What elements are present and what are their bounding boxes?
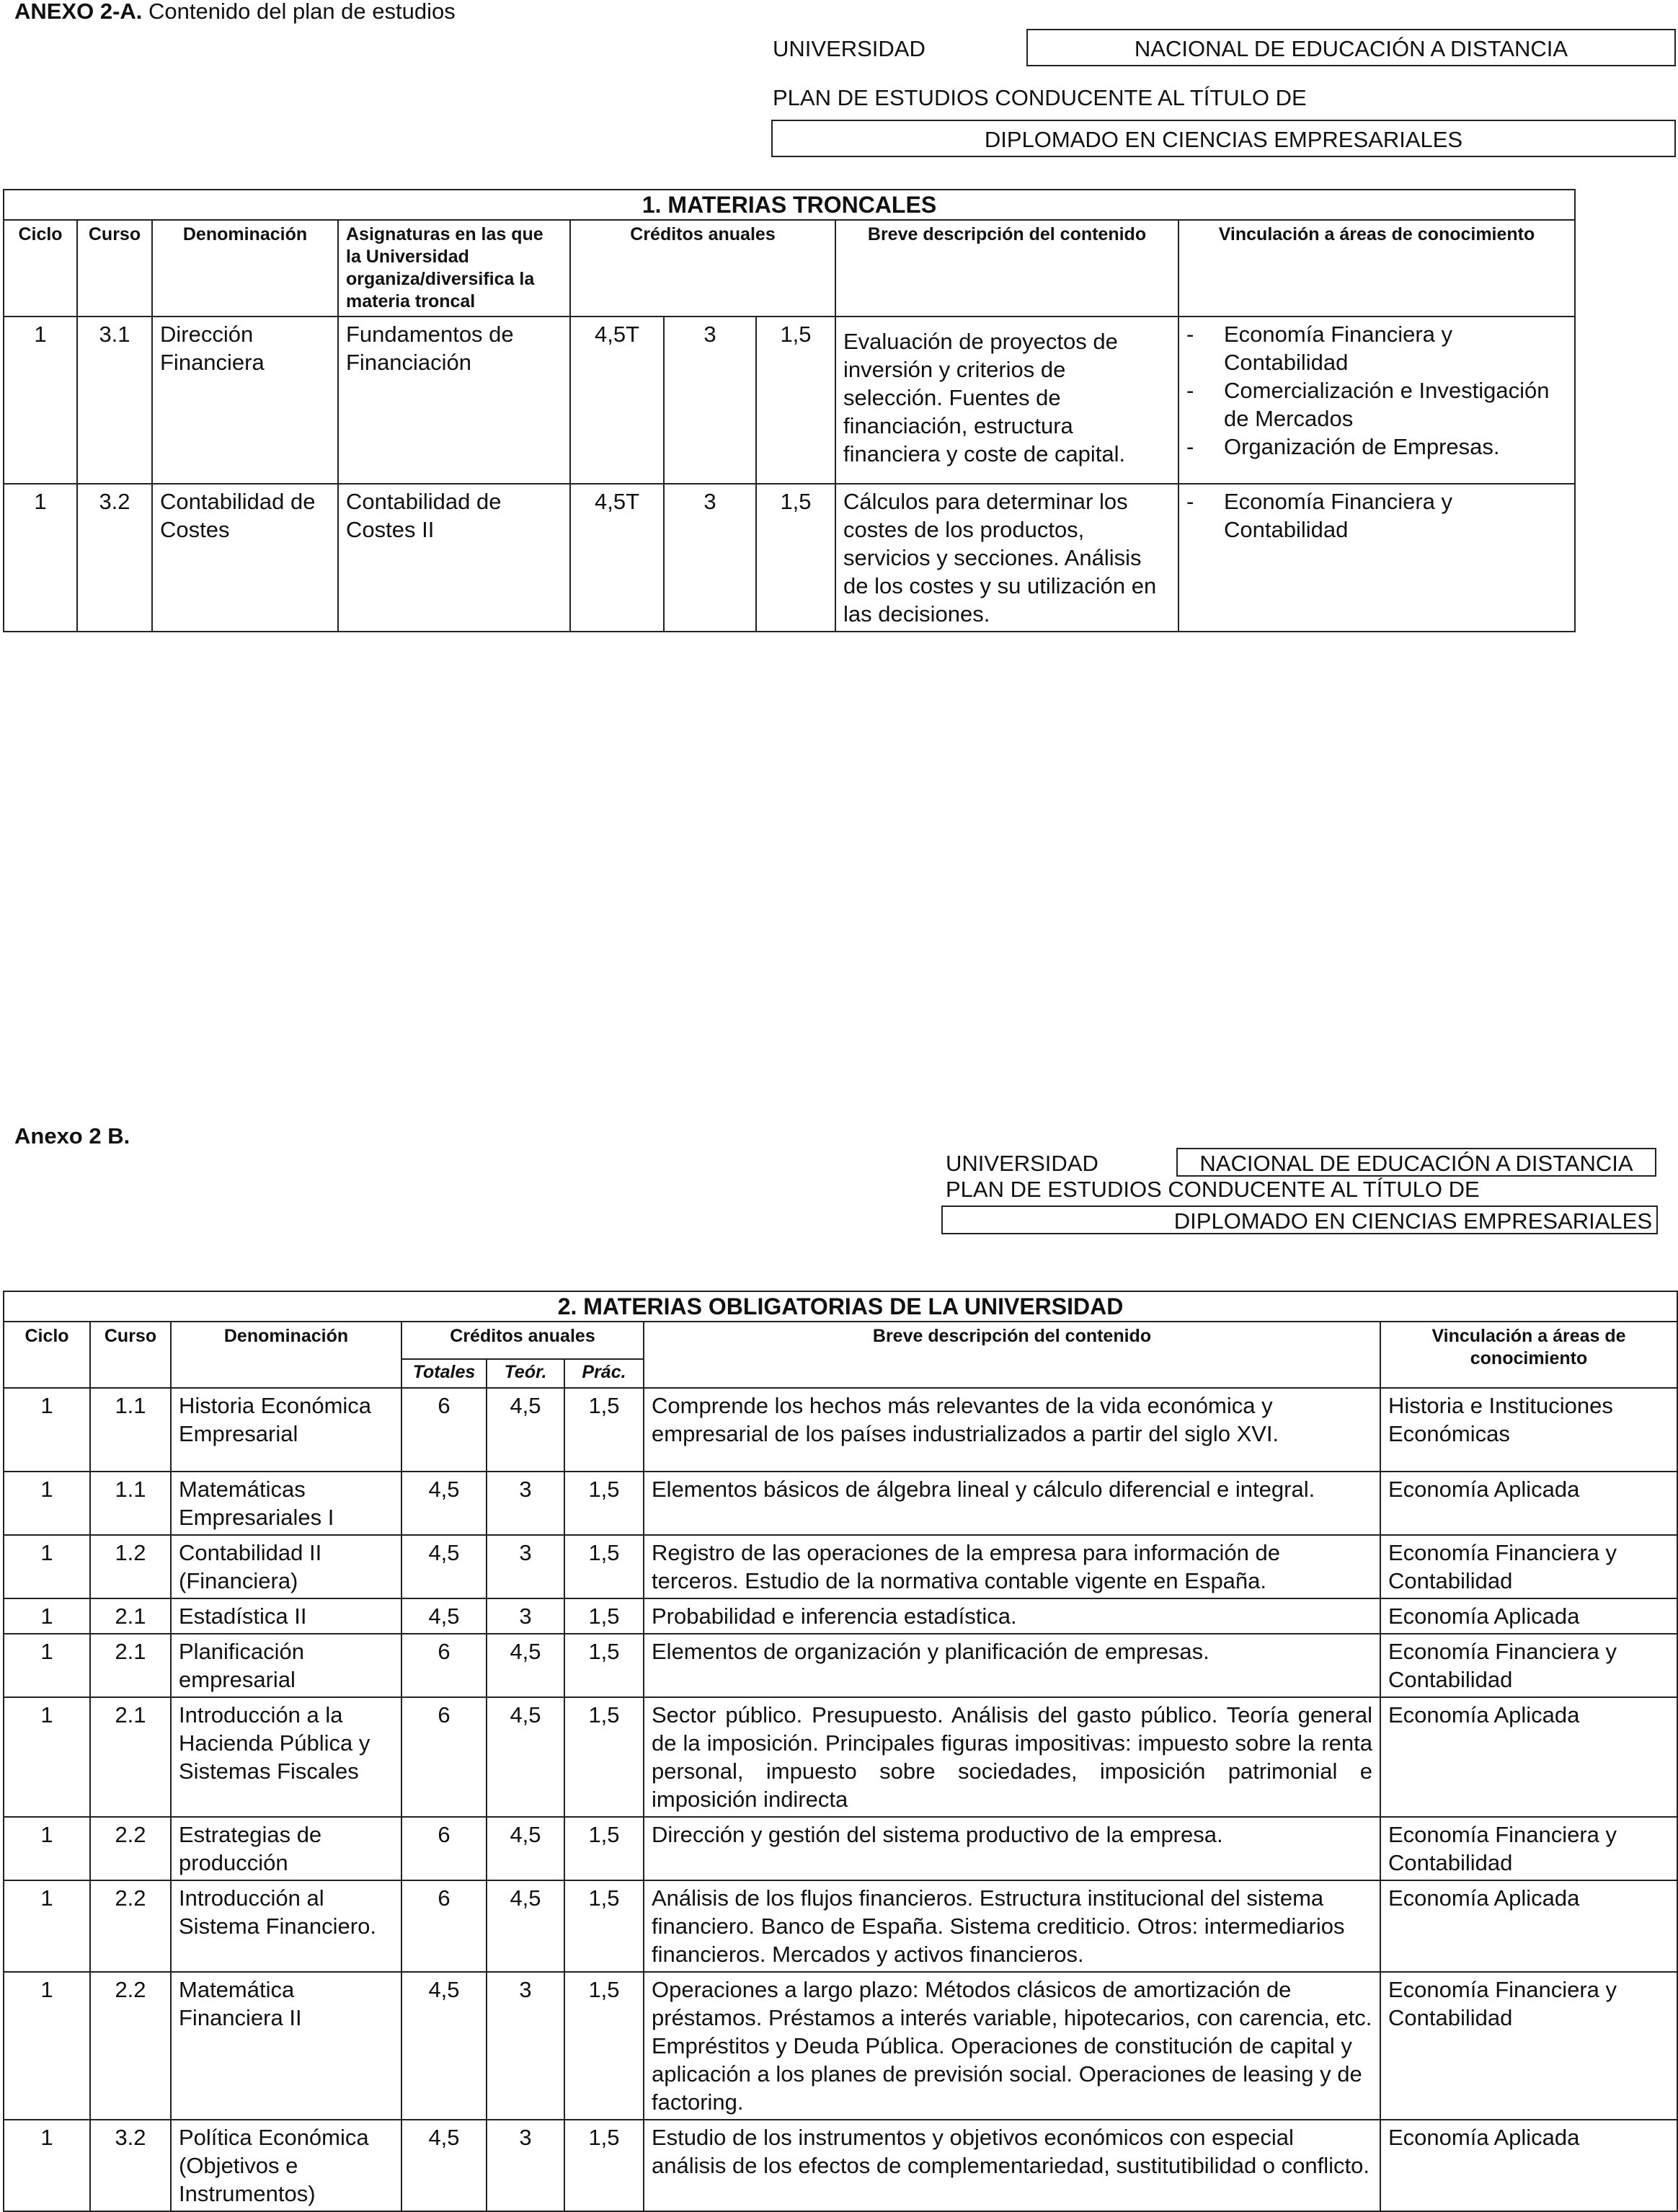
table-row: [4, 1388, 1677, 1472]
cell-curso: 2.2: [90, 1972, 171, 2120]
table-b-body: [4, 1388, 1677, 2211]
cell-vinculacion: Economía Financiera y Contabilidad: [1380, 1817, 1677, 1880]
cell-vinculacion: Economía Aplicada: [1380, 1697, 1677, 1817]
cell-totales: 4,5T: [570, 484, 664, 632]
cell-descripcion: Dirección y gestión del sistema productivo de la empresa.: [644, 1817, 1380, 1880]
cell-practicos: 1,5: [564, 1598, 644, 1634]
cell-vinculacion: Economía Financiera y Contabilidad: [1380, 1972, 1677, 2120]
cell-ciclo: 1: [4, 1388, 90, 1472]
cell-ciclo: 1: [4, 1634, 90, 1697]
cell-descripcion: Sector público. Presupuesto. Análisis del gasto público. Teoría general de la imposición. Principales figuras impositivas: impuesto sobre la renta personal, impuesto sobre sociedades, imposición patrimonial e imposición indirecta: [644, 1697, 1380, 1817]
cell-ciclo: 1: [4, 1972, 90, 2120]
table-a-header-creditos: Créditos anuales: [570, 220, 835, 317]
annex-b-universidad-label: UNIVERSIDAD: [946, 1151, 1098, 1176]
cell-denominacion: Dirección Financiera: [152, 317, 338, 484]
cell-totales: 6: [401, 1634, 487, 1697]
cell-vinculacion: Economía Aplicada: [1380, 1880, 1677, 1972]
table-a-header-ciclo: Ciclo: [4, 220, 77, 317]
cell-totales: 4,5: [401, 2120, 487, 2211]
cell-denominacion: Planificación empresarial: [171, 1634, 401, 1697]
cell-ciclo: 1: [4, 1535, 90, 1598]
cell-practicos: 1,5: [564, 1697, 644, 1817]
cell-vinculacion: Economía Aplicada: [1380, 1472, 1677, 1535]
cell-curso: 3.1: [77, 317, 152, 484]
cell-teoricos: 3: [487, 1598, 564, 1634]
cell-denominacion: Matemática Financiera II: [171, 1972, 401, 2120]
cell-denominacion: Historia Económica Empresarial: [171, 1388, 401, 1472]
table-b-header-descripcion: Breve descripción del contenido: [644, 1322, 1380, 1388]
table-b-header-teoricos: Teór.: [487, 1359, 564, 1388]
area-item: - Comercialización e Investigación de Mercados: [1186, 376, 1567, 433]
cell-curso: 3.2: [77, 484, 152, 632]
cell-descripcion: Comprende los hechos más relevantes de la vida económica y empresarial de los países industrializados a partir del siglo XVI.: [644, 1388, 1380, 1472]
cell-practicos: 1,5: [564, 1634, 644, 1697]
cell-totales: 4,5: [401, 1598, 487, 1634]
cell-teoricos: 3: [487, 1972, 564, 2120]
cell-ciclo: 1: [4, 2120, 90, 2211]
cell-denominacion: Introducción al Sistema Financiero.: [171, 1880, 401, 1972]
cell-curso: 2.1: [90, 1697, 171, 1817]
cell-curso: 2.1: [90, 1634, 171, 1697]
cell-denominacion: Contabilidad II (Financiera): [171, 1535, 401, 1598]
cell-ciclo: 1: [4, 1817, 90, 1880]
table-a-header-descripcion: Breve descripción del contenido: [835, 220, 1178, 317]
cell-vinculacion: [1178, 484, 1575, 632]
cell-practicos: 1,5: [564, 1817, 644, 1880]
cell-vinculacion: [1178, 317, 1575, 484]
cell-ciclo: 1: [4, 1880, 90, 1972]
cell-practicos: 1,5: [756, 484, 835, 632]
cell-practicos: 1,5: [564, 1972, 644, 2120]
table-row: [4, 1880, 1677, 1972]
annex-a-universidad-value: NACIONAL DE EDUCACIÓN A DISTANCIA: [1026, 29, 1676, 66]
area-item: - Economía Financiera y Contabilidad: [1186, 487, 1567, 544]
cell-teoricos: 4,5: [487, 1388, 564, 1472]
cell-curso: 1.1: [90, 1388, 171, 1472]
cell-ciclo: 1: [4, 1472, 90, 1535]
annex-a-plan-label: PLAN DE ESTUDIOS CONDUCENTE AL TÍTULO DE: [773, 85, 1307, 110]
table-row: [4, 1972, 1677, 2120]
cell-vinculacion: Economía Aplicada: [1380, 1598, 1677, 1634]
area-item: - Organización de Empresas.: [1186, 433, 1567, 461]
annex-b-label-text: Anexo 2 B.: [14, 1123, 130, 1149]
cell-denominacion: Estadística II: [171, 1598, 401, 1634]
annex-b-universidad-value: NACIONAL DE EDUCACIÓN A DISTANCIA: [1176, 1148, 1656, 1177]
cell-denominacion: Estrategias de producción: [171, 1817, 401, 1880]
table-row: [4, 1535, 1677, 1598]
cell-teoricos: 3: [487, 2120, 564, 2211]
table-row: [4, 2120, 1677, 2211]
cell-asignatura: Contabilidad de Costes II: [338, 484, 570, 632]
annex-a-label: [14, 0, 456, 25]
table-a-header-vinculacion: Vinculación a áreas de conocimiento: [1178, 220, 1575, 317]
cell-totales: 6: [401, 1880, 487, 1972]
cell-practicos: 1,5: [756, 317, 835, 484]
table-row: [4, 1472, 1677, 1535]
cell-teoricos: 3: [664, 484, 756, 632]
cell-practicos: 1,5: [564, 1472, 644, 1535]
cell-curso: 2.2: [90, 1817, 171, 1880]
table-a-header-curso: Curso: [77, 220, 152, 317]
cell-descripcion: Análisis de los flujos financieros. Estructura institucional del sistema financiero. Banco de España. Sistema crediticio. Otros: intermediarios financieros. Mercados y activos financieros.: [644, 1880, 1380, 1972]
cell-practicos: 1,5: [564, 1388, 644, 1472]
table-b-header-practicos: Prác.: [564, 1359, 644, 1388]
cell-totales: 4,5: [401, 1472, 487, 1535]
cell-ciclo: 1: [4, 317, 77, 484]
cell-asignatura: Fundamentos de Financiación: [338, 317, 570, 484]
cell-totales: 4,5: [401, 1972, 487, 2120]
cell-totales: 4,5T: [570, 317, 664, 484]
cell-practicos: 1,5: [564, 1535, 644, 1598]
cell-descripcion: Registro de las operaciones de la empresa para información de terceros. Estudio de la normativa contable vigente en España.: [644, 1535, 1380, 1598]
cell-teoricos: 4,5: [487, 1697, 564, 1817]
cell-descripcion: Estudio de los instrumentos y objetivos económicos con especial análisis de los efectos de complementariedad, sustitutibilidad o conflicto.: [644, 2120, 1380, 2211]
annex-b-plan-label: PLAN DE ESTUDIOS CONDUCENTE AL TÍTULO DE: [946, 1177, 1480, 1202]
table-materias-obligatorias: [3, 1291, 1678, 2212]
cell-vinculacion: Economía Aplicada: [1380, 2120, 1677, 2211]
table-row: [4, 1598, 1677, 1634]
cell-descripcion: Elementos básicos de álgebra lineal y cálculo diferencial e integral.: [644, 1472, 1380, 1535]
cell-ciclo: 1: [4, 484, 77, 632]
cell-totales: 4,5: [401, 1535, 487, 1598]
cell-totales: 6: [401, 1817, 487, 1880]
annex-b-titulo-value: DIPLOMADO EN CIENCIAS EMPRESARIALES: [941, 1205, 1658, 1234]
cell-descripcion: Elementos de organización y planificación de empresas.: [644, 1634, 1380, 1697]
cell-vinculacion: Economía Financiera y Contabilidad: [1380, 1634, 1677, 1697]
annex-a-label-bold: ANEXO 2-A.: [14, 0, 143, 24]
cell-totales: 6: [401, 1388, 487, 1472]
table-a-header-asignaturas: Asignaturas en las que la Universidad organiza/diversifica la materia troncal: [338, 220, 570, 317]
cell-vinculacion: Historia e Instituciones Económicas: [1380, 1388, 1677, 1472]
cell-curso: 3.2: [90, 2120, 171, 2211]
cell-denominacion: Contabilidad de Costes: [152, 484, 338, 632]
annex-a-label-rest: Contenido del plan de estudios: [142, 0, 456, 24]
table-row: [4, 1697, 1677, 1817]
table-row: [4, 1634, 1677, 1697]
cell-descripcion: Probabilidad e inferencia estadística.: [644, 1598, 1380, 1634]
cell-teoricos: 3: [487, 1472, 564, 1535]
cell-teoricos: 4,5: [487, 1880, 564, 1972]
table-b-header-creditos: Créditos anuales: [401, 1322, 644, 1359]
cell-practicos: 1,5: [564, 1880, 644, 1972]
table-b-header-totales: Totales: [401, 1359, 487, 1388]
cell-descripcion: Evaluación de proyectos de inversión y criterios de selección. Fuentes de financiación, estructura financiera y coste de capital.: [835, 317, 1178, 484]
table-b-header-denominacion: Denominación: [171, 1322, 401, 1388]
table-b-header-curso: Curso: [90, 1322, 171, 1388]
areas-list: [1186, 487, 1567, 544]
table-row: [4, 317, 1575, 484]
table-b-header-ciclo: Ciclo: [4, 1322, 90, 1388]
cell-teoricos: 4,5: [487, 1634, 564, 1697]
cell-teoricos: 4,5: [487, 1817, 564, 1880]
table-a-header-denominacion: Denominación: [152, 220, 338, 317]
cell-practicos: 1,5: [564, 2120, 644, 2211]
cell-descripcion: Operaciones a largo plazo: Métodos clásicos de amortización de préstamos. Préstamos a interés variable, hipotecarios, con carencia, etc. Empréstitos y Deuda Pública. Operaciones de constitución de capital y aplicación a los planes de previsión social. Operaciones de leasing y de factoring.: [644, 1972, 1380, 2120]
cell-teoricos: 3: [664, 317, 756, 484]
annex-a-universidad-label: UNIVERSIDAD: [773, 36, 925, 61]
cell-curso: 2.2: [90, 1880, 171, 1972]
table-a-title: 1. MATERIAS TRONCALES: [4, 190, 1575, 220]
cell-denominacion: Matemáticas Empresariales I: [171, 1472, 401, 1535]
cell-ciclo: 1: [4, 1598, 90, 1634]
area-item: - Economía Financiera y Contabilidad: [1186, 320, 1567, 376]
cell-descripcion: Cálculos para determinar los costes de los productos, servicios y secciones. Análisis de los costes y su utilización en las decisiones.: [835, 484, 1178, 632]
cell-denominacion: Política Económica (Objetivos e Instrumentos): [171, 2120, 401, 2211]
annex-b-label: [14, 1122, 130, 1150]
cell-vinculacion: Economía Financiera y Contabilidad: [1380, 1535, 1677, 1598]
table-materias-troncales: [3, 189, 1576, 632]
table-b-title: 2. MATERIAS OBLIGATORIAS DE LA UNIVERSIDAD: [4, 1291, 1677, 1322]
table-row: [4, 1817, 1677, 1880]
cell-ciclo: 1: [4, 1697, 90, 1817]
annex-a-titulo-value: DIPLOMADO EN CIENCIAS EMPRESARIALES: [771, 120, 1676, 157]
areas-list: [1186, 320, 1567, 461]
cell-curso: 1.1: [90, 1472, 171, 1535]
cell-totales: 6: [401, 1697, 487, 1817]
cell-curso: 1.2: [90, 1535, 171, 1598]
cell-teoricos: 3: [487, 1535, 564, 1598]
table-b-header-vinculacion: Vinculación a áreas de conocimiento: [1380, 1322, 1677, 1388]
table-row: [4, 484, 1575, 632]
cell-denominacion: Introducción a la Hacienda Pública y Sistemas Fiscales: [171, 1697, 401, 1817]
cell-curso: 2.1: [90, 1598, 171, 1634]
